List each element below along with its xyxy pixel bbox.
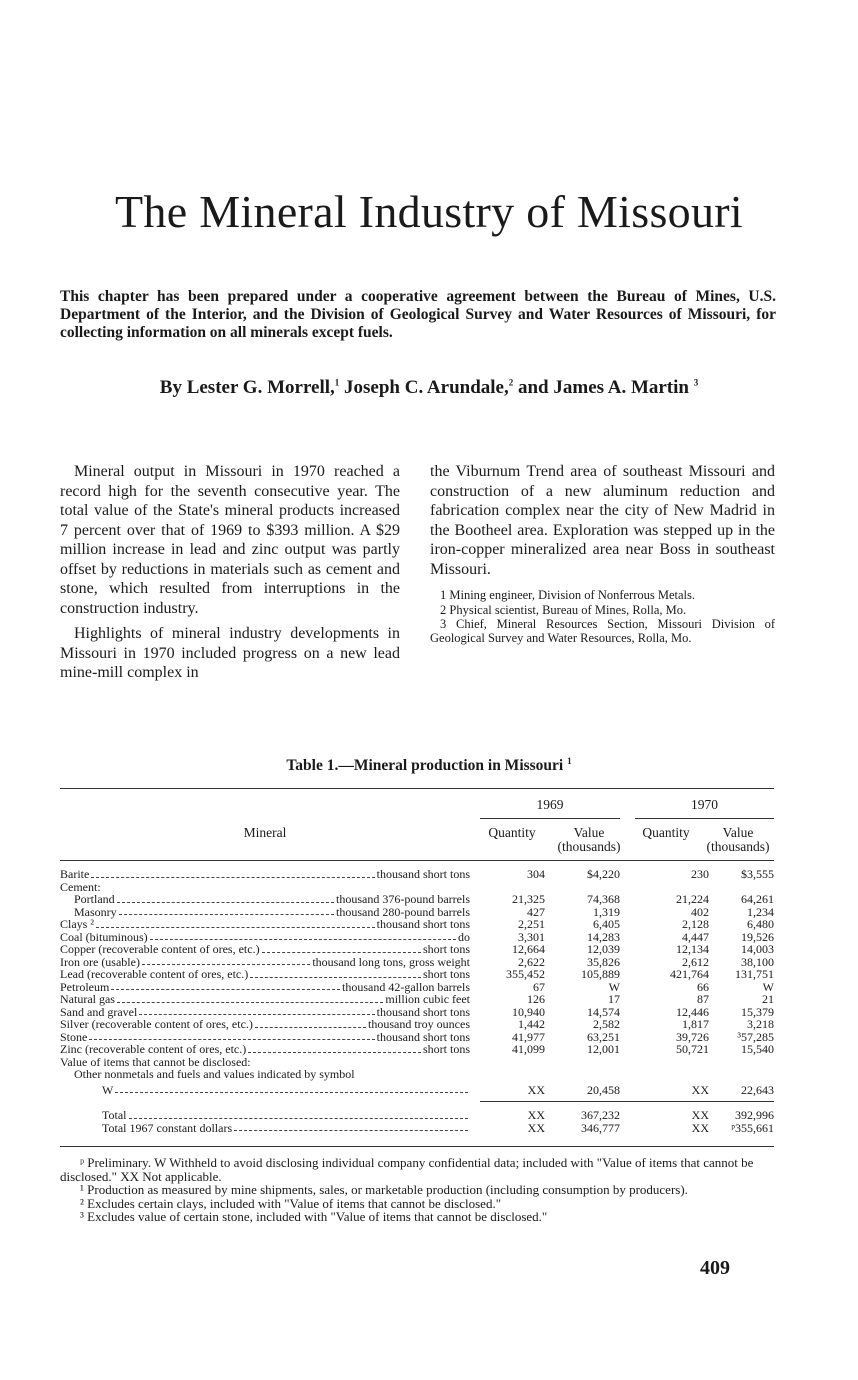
intro-note: This chapter has been prepared under a cooperative agreement between the Bureau of Mines, U.S. Department of the Interior, and the Division of Geological Survey and Water Resources of Missouri, for collecting information on all minerals except fuels. [60, 288, 776, 341]
cell-v69: 105,889 [581, 967, 620, 981]
table-title [0, 757, 858, 775]
cell-v70: 6,480 [747, 917, 774, 931]
cell-q69: 427 [527, 904, 545, 919]
paragraph: the Viburnum Trend area of southeast Missouri and construction of a new aluminum reduction and fabrication complex near the city of New Madrid in the Bootheel area. Exploration was stepped up in the iron-copper mineralized area near Boss in southeast Missouri. [430, 463, 775, 578]
right-column [430, 462, 775, 646]
cell-q70: 21,224 [676, 892, 709, 906]
cell-q69: 304 [527, 867, 545, 881]
cell-v69: 12,039 [587, 942, 620, 956]
header-value-unit: (thousands) [557, 839, 621, 854]
cell-q70: 39,726 [676, 1029, 709, 1044]
cell-v69: W [608, 979, 620, 994]
cell-v70: 64,261 [741, 892, 774, 906]
mineral-name: Clays ² [60, 917, 94, 931]
year-rule [635, 818, 774, 819]
unit-label: thousand troy ounces [368, 1017, 470, 1031]
unit-label: million cubic feet [385, 992, 470, 1006]
cell-q69: XX [527, 1082, 545, 1097]
row-label [74, 1068, 470, 1081]
row-label [60, 943, 470, 956]
cell-v70: 131,751 [735, 967, 774, 981]
totals-rule [480, 1101, 774, 1102]
leader-dots [255, 1027, 366, 1028]
cell-q70: 50,721 [676, 1042, 709, 1056]
leader-dots [96, 927, 375, 928]
table-row [60, 1018, 774, 1031]
author-3-note: 3 [693, 377, 699, 388]
cell-v70: 14,003 [741, 942, 774, 956]
cell-q70: XX [691, 1108, 709, 1122]
left-column [60, 462, 400, 683]
table-row [60, 1043, 774, 1056]
cell-q69: 10,940 [512, 1004, 545, 1019]
cell-q69: 126 [527, 992, 545, 1006]
author-1-note: 1 [334, 377, 340, 388]
leader-dots [111, 989, 340, 990]
unit-label: thousand short tons [376, 917, 470, 931]
table-row [60, 943, 774, 956]
cell-v69: 14,283 [587, 929, 620, 944]
footnote: ᵖ Preliminary. W Withheld to avoid disclosing individual company confidential data; included with "Value of items that cannot be disclosed." XX Not applicable. [60, 1155, 754, 1184]
author-1: Lester G. Morrell, [186, 377, 335, 398]
mineral-name: Petroleum [60, 979, 110, 994]
row-label [102, 1109, 470, 1122]
cell-v69: 367,232 [581, 1108, 620, 1122]
mineral-name: Copper (recoverable content of ores, etc.) [60, 942, 260, 956]
row-label [102, 1084, 470, 1097]
mineral-name: Natural gas [60, 992, 115, 1006]
mineral-name: Portland [74, 892, 115, 906]
cell-v69: 2,582 [593, 1017, 620, 1031]
header-value [550, 826, 628, 854]
header-quantity: Quantity [642, 825, 690, 840]
cell-v70: 19,526 [741, 929, 774, 944]
page-number: 409 [700, 1257, 730, 1279]
cell-v69: 35,826 [587, 954, 620, 969]
cell-q69: XX [527, 1120, 545, 1135]
header-quantity: Quantity [488, 825, 536, 840]
cell-q70: 12,134 [676, 942, 709, 956]
footnote: ¹ Production as measured by mine shipments, sales, or marketable production (including consumption by producers). [80, 1182, 688, 1197]
unit-label: thousand short tons [376, 867, 470, 881]
mineral-name: Masonry [74, 904, 117, 919]
cell-q70: 12,446 [676, 1004, 709, 1019]
total-row [60, 1122, 774, 1135]
cell-v69: 17 [608, 992, 620, 1006]
cell-q70: 66 [697, 979, 709, 994]
header-value-unit: (thousands) [706, 839, 770, 854]
cell-q70: 4,447 [682, 929, 709, 944]
mineral-name: Iron ore (usable) [60, 954, 140, 969]
row-label [102, 1122, 470, 1135]
paragraph: Mineral output in Missouri in 1970 reached a record high for the seventh consecutive year. The total value of the State's mineral products increased 7 percent over that of 1969 to $393 million. A $29 million increase in lead and zinc output was partly offset by reductions in materials such as cement and stone, which resulted from interruptions in the construction industry. [60, 463, 400, 617]
header-value [702, 826, 774, 854]
mineral-name: Total [102, 1108, 127, 1122]
leader-dots [139, 1014, 374, 1015]
cell-q69: 355,452 [506, 967, 545, 981]
cell-q70: XX [691, 1082, 709, 1097]
table-row [60, 868, 774, 881]
leader-dots [129, 1118, 469, 1119]
unit-label: thousand 376-pound barrels [336, 892, 470, 906]
cell-v70: $3,555 [741, 867, 774, 881]
leader-dots [250, 977, 421, 978]
leader-dots [142, 964, 310, 965]
table-row [60, 918, 774, 931]
cell-q69: 2,251 [518, 917, 545, 931]
mineral-name: Cement: [60, 879, 101, 894]
cell-v70: 15,540 [741, 1042, 774, 1056]
header-mineral: Mineral [243, 825, 287, 840]
table-footnotes [60, 1156, 776, 1224]
cell-q70: 87 [697, 992, 709, 1006]
byline-prefix: By [159, 377, 187, 398]
unit-label: short tons [422, 967, 470, 981]
cell-q69: 1,442 [518, 1017, 545, 1031]
cell-v70: 15,379 [741, 1004, 774, 1019]
mineral-name: Coal (bituminous) [60, 929, 148, 944]
author-2: Joseph C. Arundale, [339, 377, 509, 398]
cell-q69: 41,977 [512, 1029, 545, 1044]
row-label [74, 893, 470, 906]
cell-q69: 3,301 [518, 929, 545, 944]
row-label [60, 918, 470, 931]
unit-label: short tons [422, 1042, 470, 1056]
author-footnote: 3 Chief, Mineral Resources Section, Missouri Division of Geological Survey and Water Resources, Rolla, Mo. [430, 617, 775, 645]
table-bottom-rule [60, 1146, 774, 1147]
cell-v70: W [762, 979, 774, 994]
cell-v70: 21 [762, 992, 774, 1006]
table-row [60, 1084, 774, 1097]
cell-v69: 14,574 [587, 1004, 620, 1019]
leader-dots [248, 1052, 421, 1053]
leader-dots [262, 952, 421, 953]
table-row [60, 1068, 774, 1081]
header-year-1970: 1970 [691, 797, 718, 812]
cell-v69: 63,251 [587, 1029, 620, 1044]
unit-label: thousand short tons [376, 1004, 470, 1019]
total-row [60, 1109, 774, 1122]
cell-v70: 22,643 [741, 1082, 774, 1097]
mineral-name: Barite [60, 867, 90, 881]
unit-label: thousand long tons, gross weight [312, 954, 470, 969]
cell-v69: 6,405 [593, 917, 620, 931]
mineral-name: Value of items that cannot be disclosed: [60, 1054, 251, 1069]
table-row [60, 893, 774, 906]
cell-q69: 21,325 [512, 892, 545, 906]
cell-v69: 1,319 [593, 904, 620, 919]
header-year-1969: 1969 [536, 797, 564, 812]
table-row [60, 968, 774, 981]
mineral-name: Zinc (recoverable content of ores, etc.) [60, 1042, 247, 1056]
cell-q69: XX [527, 1108, 545, 1122]
cell-q69: 41,099 [512, 1042, 545, 1056]
leader-dots [89, 1039, 374, 1040]
cell-v70: 38,100 [741, 954, 774, 969]
cell-v70: ᵖ355,661 [731, 1120, 774, 1135]
leader-dots [150, 939, 456, 940]
cell-v69: 12,001 [587, 1042, 620, 1056]
cell-q70: 230 [691, 867, 709, 881]
cell-q70: 402 [691, 904, 709, 919]
leader-dots [119, 914, 334, 915]
mineral-name: Other nonmetals and fuels and values indicated by symbol [74, 1067, 355, 1081]
cell-q69: 2,622 [518, 954, 545, 969]
author-3: and James A. Martin [513, 377, 694, 398]
cell-v69: $4,220 [587, 867, 620, 881]
table-title-note: 1 [567, 755, 572, 766]
row-label [60, 868, 470, 881]
leader-dots [91, 877, 374, 878]
leader-dots [117, 902, 334, 903]
row-label [60, 1018, 470, 1031]
cell-v70: 1,234 [747, 904, 774, 919]
row-label [60, 968, 470, 981]
mineral-name: Sand and gravel [60, 1004, 138, 1019]
unit-label: do [458, 929, 470, 944]
cell-v70: ³57,285 [737, 1029, 774, 1044]
cell-q70: 2,612 [682, 954, 709, 969]
cell-q69: 67 [533, 979, 545, 994]
unit-label: thousand short tons [376, 1029, 470, 1044]
table-title-text: Table 1.—Mineral production in Missouri [286, 757, 568, 774]
header-value-text: Value [573, 825, 605, 840]
cell-q70: 1,817 [682, 1017, 709, 1031]
cell-v69: 346,777 [581, 1120, 620, 1135]
cell-q70: 2,128 [682, 917, 709, 931]
chapter-title: The Mineral Industry of Missouri [115, 186, 743, 237]
cell-v69: 20,458 [587, 1082, 620, 1097]
author-2-note: 2 [508, 377, 514, 388]
leader-dots [234, 1130, 468, 1131]
cell-v69: 74,368 [587, 892, 620, 906]
leader-dots [115, 1092, 468, 1093]
cell-q70: XX [691, 1120, 709, 1135]
leader-dots [117, 1002, 383, 1003]
row-label [60, 993, 470, 1006]
mineral-production-table [60, 788, 774, 1158]
year-rule [480, 818, 620, 819]
header-value-text: Value [722, 825, 754, 840]
unit-label: thousand 280-pound barrels [336, 904, 470, 919]
cell-v70: 392,996 [735, 1108, 774, 1122]
byline [0, 377, 858, 399]
cell-q70: 421,764 [670, 967, 709, 981]
footnote: ³ Excludes value of certain stone, included with "Value of items that cannot be disclosed." [80, 1209, 548, 1224]
mineral-name: Lead (recoverable content of ores, etc.) [60, 967, 249, 981]
paragraph: Highlights of mineral industry developments in Missouri in 1970 included progress on a new lead mine-mill complex in [60, 625, 400, 681]
unit-label: short tons [422, 942, 470, 956]
mineral-name: Silver (recoverable content of ores, etc.) [60, 1017, 253, 1031]
mineral-name: W [102, 1082, 114, 1097]
cell-v70: 3,218 [747, 1017, 774, 1031]
mineral-name: Total 1967 constant dollars [102, 1120, 233, 1135]
author-footnote: 1 Mining engineer, Division of Nonferrous Metals. [440, 588, 696, 602]
author-footnotes [430, 589, 775, 645]
mineral-name: Stone [60, 1029, 88, 1044]
header-rule [60, 860, 774, 861]
table-row [60, 993, 774, 1006]
row-label [60, 1043, 470, 1056]
footnote: ² Excludes certain clays, included with "Value of items that cannot be disclosed." [80, 1195, 502, 1211]
table-top-rule [60, 788, 774, 789]
unit-label: thousand 42-gallon barrels [342, 979, 470, 994]
cell-q69: 12,664 [512, 942, 545, 956]
author-footnote: 2 Physical scientist, Bureau of Mines, Rolla, Mo. [440, 602, 687, 617]
